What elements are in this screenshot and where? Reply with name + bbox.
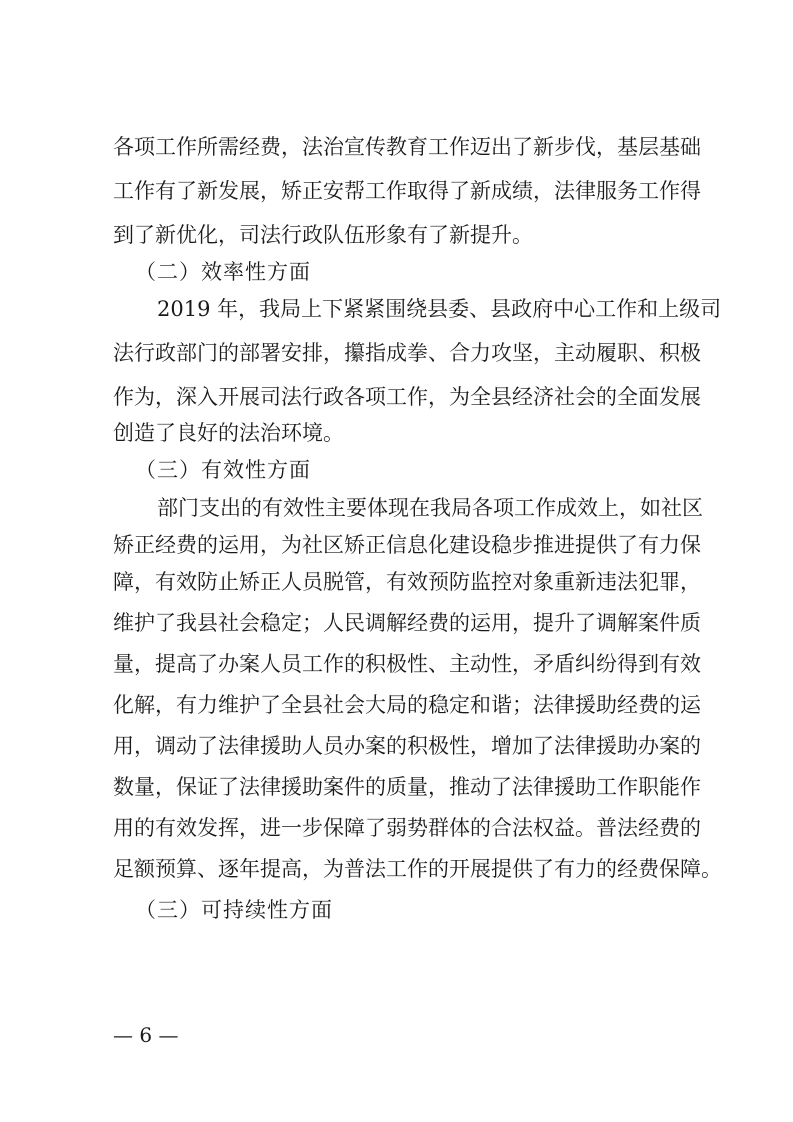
paragraph-3-line-4: 维护了我县社会稳定；人民调解经费的运用，提升了调解案件质	[113, 611, 701, 635]
paragraph-2-line-2: 法行政部门的部署安排，攥指成拳、合力攻坚，主动履职、积极	[113, 341, 701, 365]
paragraph-3-line-5: 量，提高了办案人员工作的积极性、主动性，矛盾纠纷得到有效	[113, 652, 701, 676]
paragraph-3-line-1: 部门支出的有效性主要体现在我局各项工作成效上，如社区	[157, 496, 703, 520]
paragraph-3-line-7: 用，调动了法律援助人员办案的积极性，增加了法律援助办案的	[113, 734, 701, 758]
paragraph-3-line-3: 障，有效防止矫正人员脱管，有效预防监控对象重新违法犯罪，	[113, 570, 701, 594]
paragraph-3-line-10: 足额预算、逐年提高，为普法工作的开展提供了有力的经费保障。	[113, 857, 722, 881]
section-heading-sustainability: （三）可持续性方面	[135, 898, 333, 922]
paragraph-3-line-6: 化解，有力维护了全县社会大局的稳定和谐；法律援助经费的运	[113, 693, 701, 717]
section-heading-effectiveness: （三）有效性方面	[135, 458, 311, 482]
paragraph-2-line-4: 创造了良好的法治环境。	[113, 421, 344, 445]
paragraph-3-line-2: 矫正经费的运用，为社区矫正信息化建设稳步推进提供了有力保	[113, 533, 701, 557]
paragraph-2-line-1: 2019 年，我局上下紧紧围绕县委、县政府中心工作和上级司	[157, 297, 722, 321]
page-number: — 6 —	[113, 1023, 179, 1047]
section-heading-efficiency: （二）效率性方面	[135, 260, 311, 284]
paragraph-1-line-2: 工作有了新发展，矫正安帮工作取得了新成绩，法律服务工作得	[113, 179, 701, 203]
paragraph-1-line-3: 到了新优化，司法行政队伍形象有了新提升。	[113, 223, 533, 247]
paragraph-2-line-3: 作为，深入开展司法行政各项工作，为全县经济社会的全面发展	[113, 385, 701, 409]
paragraph-3-line-9: 用的有效发挥，进一步保障了弱势群体的合法权益。普法经费的	[113, 816, 701, 840]
paragraph-1-line-1: 各项工作所需经费，法治宣传教育工作迈出了新步伐，基层基础	[113, 135, 701, 159]
paragraph-3-line-8: 数量，保证了法律援助案件的质量，推动了法律援助工作职能作	[113, 775, 701, 799]
